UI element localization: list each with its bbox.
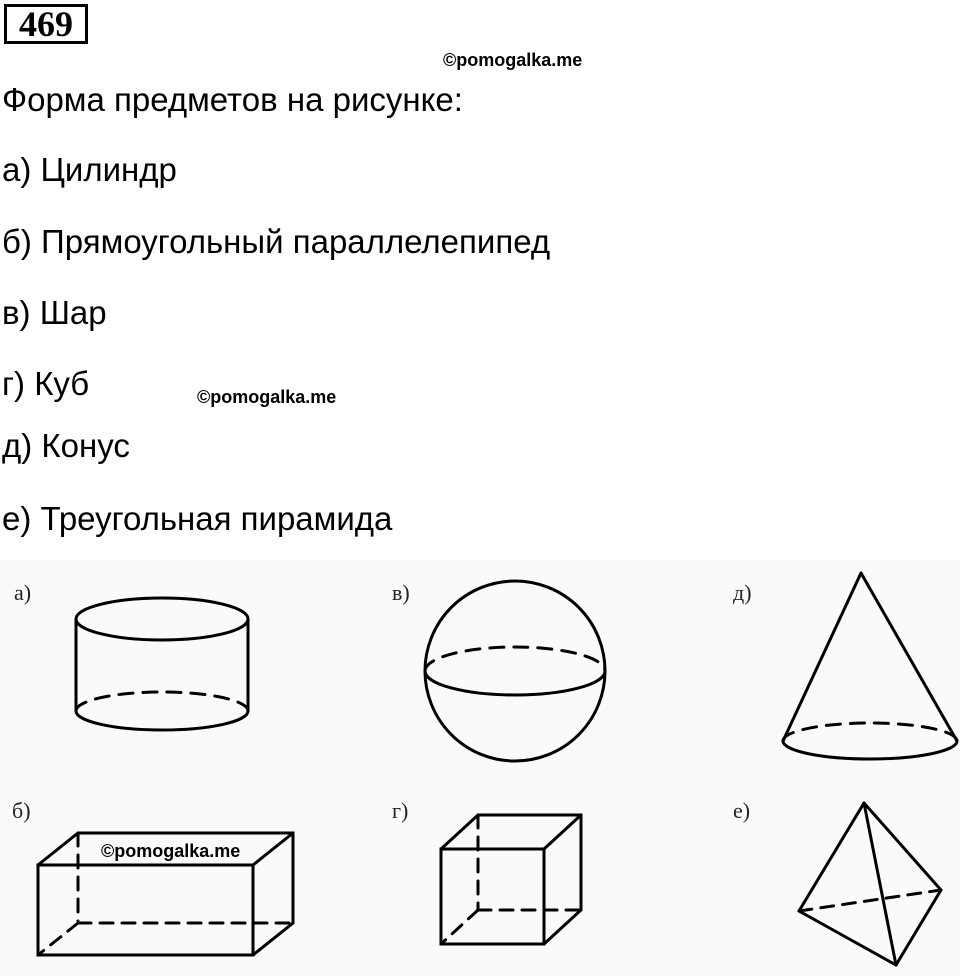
figure-label-e: е) [733,798,751,823]
figures-panel [0,560,960,976]
cylinder-figure [76,598,248,730]
figure-label-v: в) [392,580,410,605]
answer-cone: д) Конус [2,427,130,464]
answer-cube: г) Куб [2,365,90,402]
answer-pyramid: е) Треугольная пирамида [2,500,393,537]
figure-label-g: г) [392,798,409,823]
figures-drawing [0,560,960,976]
figure-label-a: а) [14,580,32,605]
problem-number: 469 [4,4,88,44]
figure-label-b: б) [12,798,31,823]
watermark: ©pomogalka.me [443,50,583,70]
intro-text: Форма предметов на рисунке: [2,81,463,118]
answer-cylinder: а) Цилиндр [2,151,177,188]
pyramid-figure [799,803,941,965]
answer-parallelepiped: б) Прямоугольный параллелепипед [2,223,551,260]
watermark: ©pomogalka.me [197,387,337,407]
cone-figure [783,573,957,759]
figure-label-d: д) [733,580,752,605]
answer-sphere: в) Шар [2,294,107,331]
watermark: ©pomogalka.me [101,841,241,861]
cube-figure [441,815,581,944]
sphere-figure [425,581,605,761]
